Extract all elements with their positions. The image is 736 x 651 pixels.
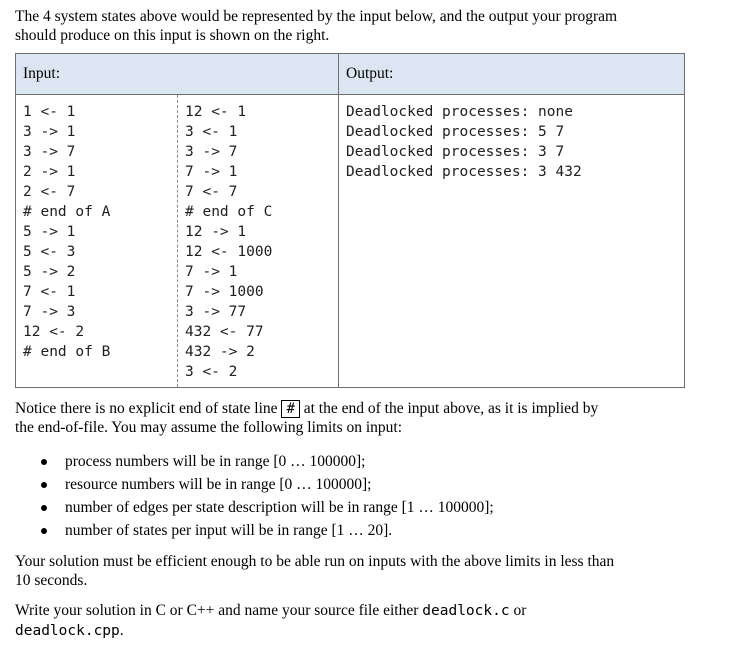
input-column-divider (177, 95, 178, 387)
input-line: 7 -> 1 (185, 164, 238, 180)
input-line: # end of B (23, 344, 111, 360)
notice-line-2: the end-of-file. You may assume the following limits on input: (15, 419, 403, 436)
input-line: 3 -> 7 (185, 144, 238, 160)
limit-item: resource numbers will be in range [0 … 100000]; (15, 475, 494, 498)
output-listing (346, 102, 582, 182)
io-example-table (15, 53, 685, 388)
input-line: 7 -> 1000 (185, 284, 264, 300)
efficiency-line-1: Your solution must be efficient enough to be able run on inputs with the above limits in less than (15, 553, 615, 570)
input-header: Input: (23, 65, 61, 82)
output-header-cell (339, 54, 684, 95)
input-line: 12 <- 1000 (185, 244, 273, 260)
end-marker-symbol: # (281, 400, 299, 418)
input-line: 2 <- 7 (23, 184, 76, 200)
limit-item: process numbers will be in range [0 … 100000]; (15, 452, 494, 475)
output-line: Deadlocked processes: 3 432 (346, 164, 582, 180)
output-line: Deadlocked processes: none (346, 104, 573, 120)
input-line: 3 <- 1 (185, 124, 238, 140)
submission-text (15, 601, 526, 641)
output-header: Output: (346, 65, 394, 82)
intro-text (15, 7, 617, 45)
submission-end: . (119, 622, 124, 639)
intro-line-2: should produce on this input is shown on the right. (15, 27, 330, 44)
notice-line-1-end: at the end of the input above, as it is implied by (303, 400, 599, 417)
input-line: 2 -> 1 (23, 164, 76, 180)
efficiency-text (15, 552, 614, 590)
input-line: 7 <- 7 (185, 184, 238, 200)
input-column-1 (23, 102, 110, 362)
input-line: # end of A (23, 204, 111, 220)
output-line: Deadlocked processes: 3 7 (346, 144, 565, 160)
input-line: 432 <- 77 (185, 324, 264, 340)
input-line: 7 <- 1 (23, 284, 76, 300)
input-line: 12 <- 1 (185, 104, 247, 120)
input-limits-list (15, 452, 494, 544)
input-line: 1 <- 1 (23, 104, 76, 120)
input-line: 3 -> 1 (23, 124, 76, 140)
filename-cpp: deadlock.cpp (15, 623, 120, 639)
intro-line-1: The 4 system states above would be represented by the input below, and the output your program (15, 8, 618, 25)
input-line: 432 -> 2 (185, 344, 255, 360)
input-line: 7 -> 3 (23, 304, 76, 320)
limit-item: number of edges per state description will be in range [1 … 100000]; (15, 498, 494, 521)
input-line: 3 -> 7 (23, 144, 76, 160)
input-line: 5 -> 1 (23, 224, 76, 240)
input-line: 5 <- 3 (23, 244, 76, 260)
submission-or: or (513, 602, 527, 619)
limit-item: number of states per input will be in range [1 … 20]. (15, 521, 494, 544)
output-line: Deadlocked processes: 5 7 (346, 124, 565, 140)
filename-c: deadlock.c (422, 603, 510, 619)
notice-line-1-start: Notice there is no explicit end of state line (15, 400, 278, 417)
efficiency-line-2: 10 seconds. (15, 572, 88, 589)
input-line: 3 <- 2 (185, 364, 238, 380)
input-header-cell (16, 54, 339, 95)
input-column-2 (185, 102, 272, 382)
input-line: 12 -> 1 (185, 224, 247, 240)
input-line: 5 -> 2 (23, 264, 76, 280)
input-line: 7 -> 1 (185, 264, 238, 280)
input-line: 3 -> 77 (185, 304, 247, 320)
submission-lead: Write your solution in C or C++ and name your source file either (15, 602, 419, 619)
input-line: 12 <- 2 (23, 324, 85, 340)
input-line: # end of C (185, 204, 273, 220)
notice-text (15, 399, 598, 437)
